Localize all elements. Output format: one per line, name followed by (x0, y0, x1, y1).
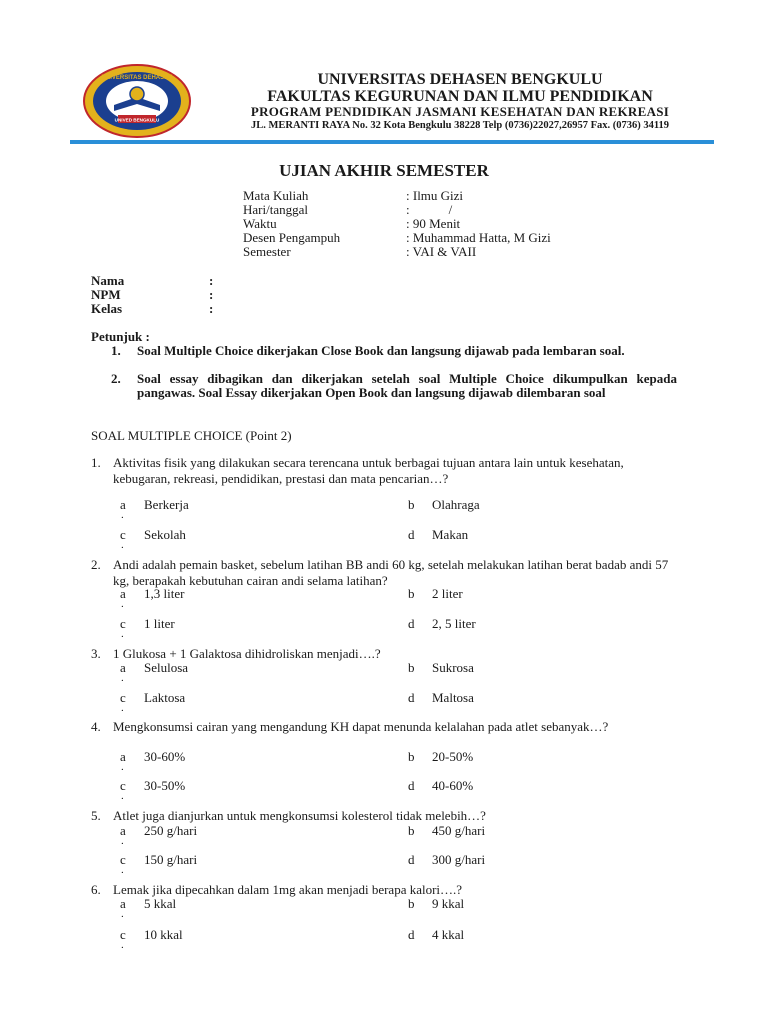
header-rule (70, 140, 714, 144)
info-label: Semester (243, 244, 291, 259)
logo-ring-text: UNIVERSITAS DEHASEN (101, 75, 173, 81)
option-text: 300 g/hari (432, 852, 486, 867)
option-text: Berkerja (144, 497, 189, 512)
question-text: Mengkonsumsi cairan yang mengandung KH dapat menunda kelalahan pada atlet sebanyak…? (113, 719, 609, 734)
address-line: JL. MERANTI RAYA No. 32 Kota Bengkulu 38228 Telp (0736)22027,26957 Fax. (0736) 34119 (250, 120, 670, 131)
option-text: 2 liter (432, 586, 463, 601)
option-text: 1,3 liter (144, 586, 185, 601)
option-letter: b (408, 586, 415, 601)
identity-label: NPM (91, 287, 121, 302)
question-number: 5. (91, 808, 101, 823)
info-value: : 90 Menit (406, 216, 461, 231)
option-text: 5 kkal (144, 896, 177, 911)
option-dot: . (121, 835, 124, 847)
option-text: Selulosa (144, 660, 189, 675)
option-letter: c (120, 852, 126, 867)
option-dot: . (121, 672, 124, 684)
option-text: 2, 5 liter (432, 616, 476, 631)
option-letter: a (120, 823, 126, 838)
option-text: 10 kkal (144, 927, 183, 942)
identity-label: Nama (91, 273, 125, 288)
option-text: 30-50% (144, 778, 186, 793)
question-text: Lemak jika dipecahkan dalam 1mg akan menjadi berapa kalori….? (113, 882, 463, 897)
option-dot: . (121, 509, 124, 521)
option-text: 450 g/hari (432, 823, 486, 838)
question-text: Andi adalah pemain basket, sebelum latihan BB andi 60 kg, setelah melakukan latihan berat badab andi 57 kg, berapakah kebutuhan cairan andi selama latihan? (113, 557, 669, 588)
option-text: 150 g/hari (144, 852, 198, 867)
question-number: 3. (91, 646, 101, 661)
faculty-name: FAKULTAS KEGURUNAN DAN ILMU PENDIDIKAN (267, 88, 653, 105)
option-dot: . (121, 908, 124, 920)
option-dot: . (121, 628, 124, 640)
option-dot: . (121, 702, 124, 714)
info-label: Desen Pengampuh (243, 230, 341, 245)
option-dot: . (121, 864, 124, 876)
info-label: Hari/tanggal (243, 202, 308, 217)
option-letter: b (408, 823, 415, 838)
instruction-number: 2. (111, 371, 121, 386)
option-letter: c (120, 927, 126, 942)
info-value: : VAI & VAII (406, 244, 477, 259)
section-title: SOAL MULTIPLE CHOICE (Point 2) (91, 428, 292, 443)
option-letter: b (408, 749, 415, 764)
option-text: Maltosa (432, 690, 474, 705)
option-text: 30-60% (144, 749, 186, 764)
option-letter: c (120, 616, 126, 631)
identity-colon: : (209, 273, 214, 288)
option-dot: . (121, 939, 124, 951)
option-letter: a (120, 896, 126, 911)
program-name: PROGRAM PENDIDIKAN JASMANI KESEHATAN DAN REKREASI (250, 104, 670, 119)
question-number: 6. (91, 882, 101, 897)
info-label: Mata Kuliah (243, 188, 309, 203)
question-text: Aktivitas fisik yang dilakukan secara terencana untuk berbagai tujuan antara lain untuk kesehatan, kebugaran, rekreasi, pendidikan, prestasi dan mata pencarian…? (113, 455, 624, 486)
option-text: 1 liter (144, 616, 175, 631)
option-text: Sekolah (144, 527, 186, 542)
option-letter: d (408, 527, 415, 542)
option-letter: b (408, 660, 415, 675)
question-text: Atlet juga dianjurkan untuk mengkonsumsi kolesterol tidak melebih…? (113, 808, 486, 823)
option-text: 20-50% (432, 749, 474, 764)
option-letter: a (120, 749, 126, 764)
option-dot: . (121, 761, 124, 773)
option-letter: d (408, 778, 415, 793)
question-number: 2. (91, 557, 101, 572)
option-letter: d (408, 616, 415, 631)
option-letter: b (408, 896, 415, 911)
option-dot: . (121, 539, 124, 551)
question-number: 1. (91, 455, 101, 470)
option-letter: c (120, 778, 126, 793)
info-value: : Muhammad Hatta, M Gizi (406, 230, 551, 245)
instruction-number: 1. (111, 343, 121, 358)
option-letter: a (120, 497, 126, 512)
identity-colon: : (209, 301, 214, 316)
instruction-text: Soal Multiple Choice dikerjakan Close Book dan langsung dijawab pada lembaran soal. (137, 343, 625, 358)
option-dot: . (121, 598, 124, 610)
option-dot: . (121, 790, 124, 802)
option-letter: d (408, 852, 415, 867)
option-letter: c (120, 527, 126, 542)
option-letter: d (408, 927, 415, 942)
option-letter: b (408, 497, 415, 512)
option-letter: c (120, 690, 126, 705)
option-letter: a (120, 660, 126, 675)
info-value: : / (406, 202, 453, 217)
university-logo (82, 63, 192, 139)
info-value: : Ilmu Gizi (406, 188, 464, 203)
instruction-text: Soal essay dibagikan dan dikerjakan setelah soal Multiple Choice dikumpulkan kepada pangawas. Soal Essay dikerjakan Open Book dan langsung dijawab dilembaran soal (137, 371, 677, 400)
option-letter: d (408, 690, 415, 705)
logo-banner-text: UNIVED BENGKULU (114, 117, 160, 123)
option-letter: a (120, 586, 126, 601)
option-text: 4 kkal (432, 927, 465, 942)
option-text: 250 g/hari (144, 823, 198, 838)
option-text: Makan (432, 527, 469, 542)
university-name: UNIVERSITAS DEHASEN BENGKULU (317, 71, 603, 88)
option-text: Sukrosa (432, 660, 474, 675)
option-text: 9 kkal (432, 896, 465, 911)
instructions-title: Petunjuk : (91, 329, 150, 344)
identity-label: Kelas (91, 301, 123, 316)
option-text: Olahraga (432, 497, 480, 512)
option-text: 40-60% (432, 778, 474, 793)
exam-title: UJIAN AKHIR SEMESTER (279, 161, 489, 180)
question-number: 4. (91, 719, 101, 734)
option-text: Laktosa (144, 690, 186, 705)
question-text: 1 Glukosa + 1 Galaktosa dihidroliskan menjadi….? (113, 646, 381, 661)
info-label: Waktu (243, 216, 277, 231)
identity-colon: : (209, 287, 214, 302)
